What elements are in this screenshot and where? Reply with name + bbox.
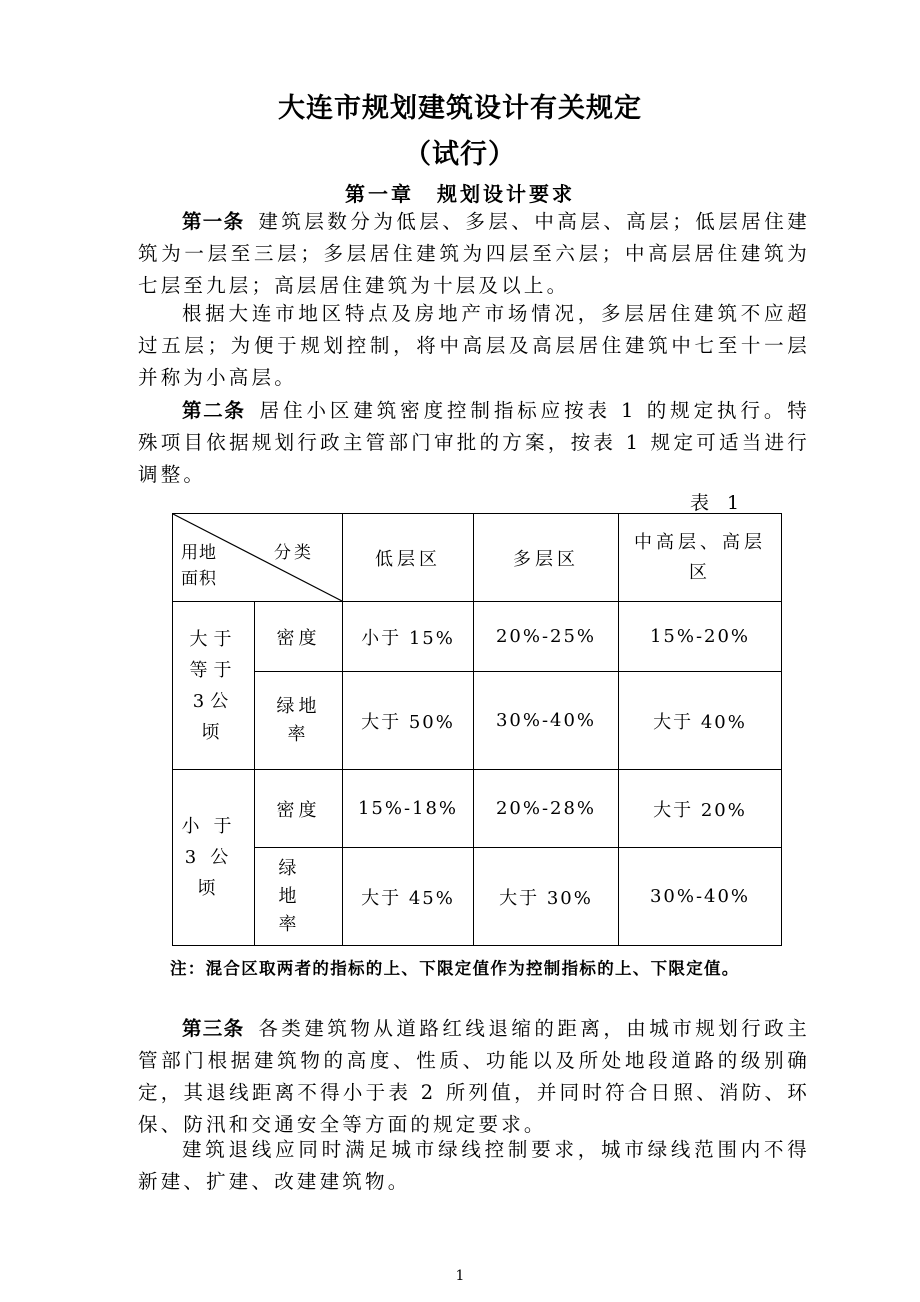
table-cell: 30%-40% <box>619 848 782 946</box>
table-cell: 15%-20% <box>619 602 782 672</box>
row-label-density: 密度 <box>255 602 343 672</box>
article-2 <box>138 395 810 491</box>
article-1 <box>138 206 810 302</box>
row-label-density: 密度 <box>255 770 343 848</box>
table-header-row <box>173 514 782 602</box>
article-3-text: 各类建筑物从道路红线退缩的距离，由城市规划行政主管部门根据建筑物的高度、性质、功能以及所处地段道路的级别确定，其退线距离不得小于表 2 所列值，并同时符合日照、消防、环保、防汛和交通安全等方面的规定要求。 <box>138 1017 810 1136</box>
article-1-paragraph-2: 根据大连市地区特点及房地产市场情况，多层居住建筑不应超过五层；为便于规划控制，将中高层及高层居住建筑中七至十一层并称为小高层。 <box>138 302 810 389</box>
corner-area-line2: 面积 <box>181 569 217 589</box>
header-low-rise: 低层区 <box>343 514 474 602</box>
article-3-label: 第三条 <box>182 1017 245 1040</box>
table-cell: 30%-40% <box>474 672 619 770</box>
table-cell: 20%-28% <box>474 770 619 848</box>
header-multi-storey: 多层区 <box>474 514 619 602</box>
table-cell: 大于 20% <box>619 770 782 848</box>
document-subtitle: （试行） <box>404 139 516 170</box>
article-1-text: 建筑层数分为低层、多层、中高层、高层；低层居住建筑为一层至三层；多层居住建筑为四层至六层；中高层居住建筑为七层至九层；高层居住建筑为十层及以上。 <box>138 210 810 297</box>
table-row <box>173 602 782 672</box>
table-cell: 大于 45% <box>343 848 474 946</box>
group-label-small: 小于3公顷 <box>173 770 255 946</box>
table-cell: 大于 50% <box>343 672 474 770</box>
table-cell: 大于 30% <box>474 848 619 946</box>
header-high-rise: 中高层、高层区 <box>619 514 782 602</box>
table-row <box>173 848 782 946</box>
chapter-heading: 第一章 规划设计要求 <box>345 182 575 206</box>
table-cell: 小于 15% <box>343 602 474 672</box>
group-label-large: 大于等于3公顷 <box>173 602 255 770</box>
article-3-paragraph-2: 建筑退线应同时满足城市绿线控制要求，城市绿线范围内不得新建、扩建、改建建筑物。 <box>138 1138 810 1193</box>
table-label: 表 1 <box>690 492 746 514</box>
article-3 <box>138 1013 810 1141</box>
article-2-text: 居住小区建筑密度控制指标应按表 1 的规定执行。特殊项目依据规划行政主管部门审批的方案，按表 1 规定可适当进行调整。 <box>138 399 810 486</box>
corner-area-line1: 用地 <box>181 543 217 563</box>
table-row <box>173 770 782 848</box>
row-label-green-ratio: 绿地率 <box>255 672 343 770</box>
page-number: 1 <box>455 1268 465 1284</box>
table-note: 注：混合区取两者的指标的上、下限定值作为控制指标的上、下限定值。 <box>170 959 740 978</box>
article-2-label: 第二条 <box>182 399 246 422</box>
article-1-label: 第一条 <box>182 210 245 233</box>
document-title: 大连市规划建筑设计有关规定 <box>278 93 642 124</box>
row-label-green-ratio: 绿地率 <box>255 848 343 946</box>
table-cell: 20%-25% <box>474 602 619 672</box>
table-cell: 15%-18% <box>343 770 474 848</box>
table-corner-cell <box>173 514 343 602</box>
corner-area-label <box>181 540 217 592</box>
table-cell: 大于 40% <box>619 672 782 770</box>
corner-category-label: 分类 <box>274 543 314 563</box>
table-row <box>173 672 782 770</box>
density-table <box>172 513 782 946</box>
